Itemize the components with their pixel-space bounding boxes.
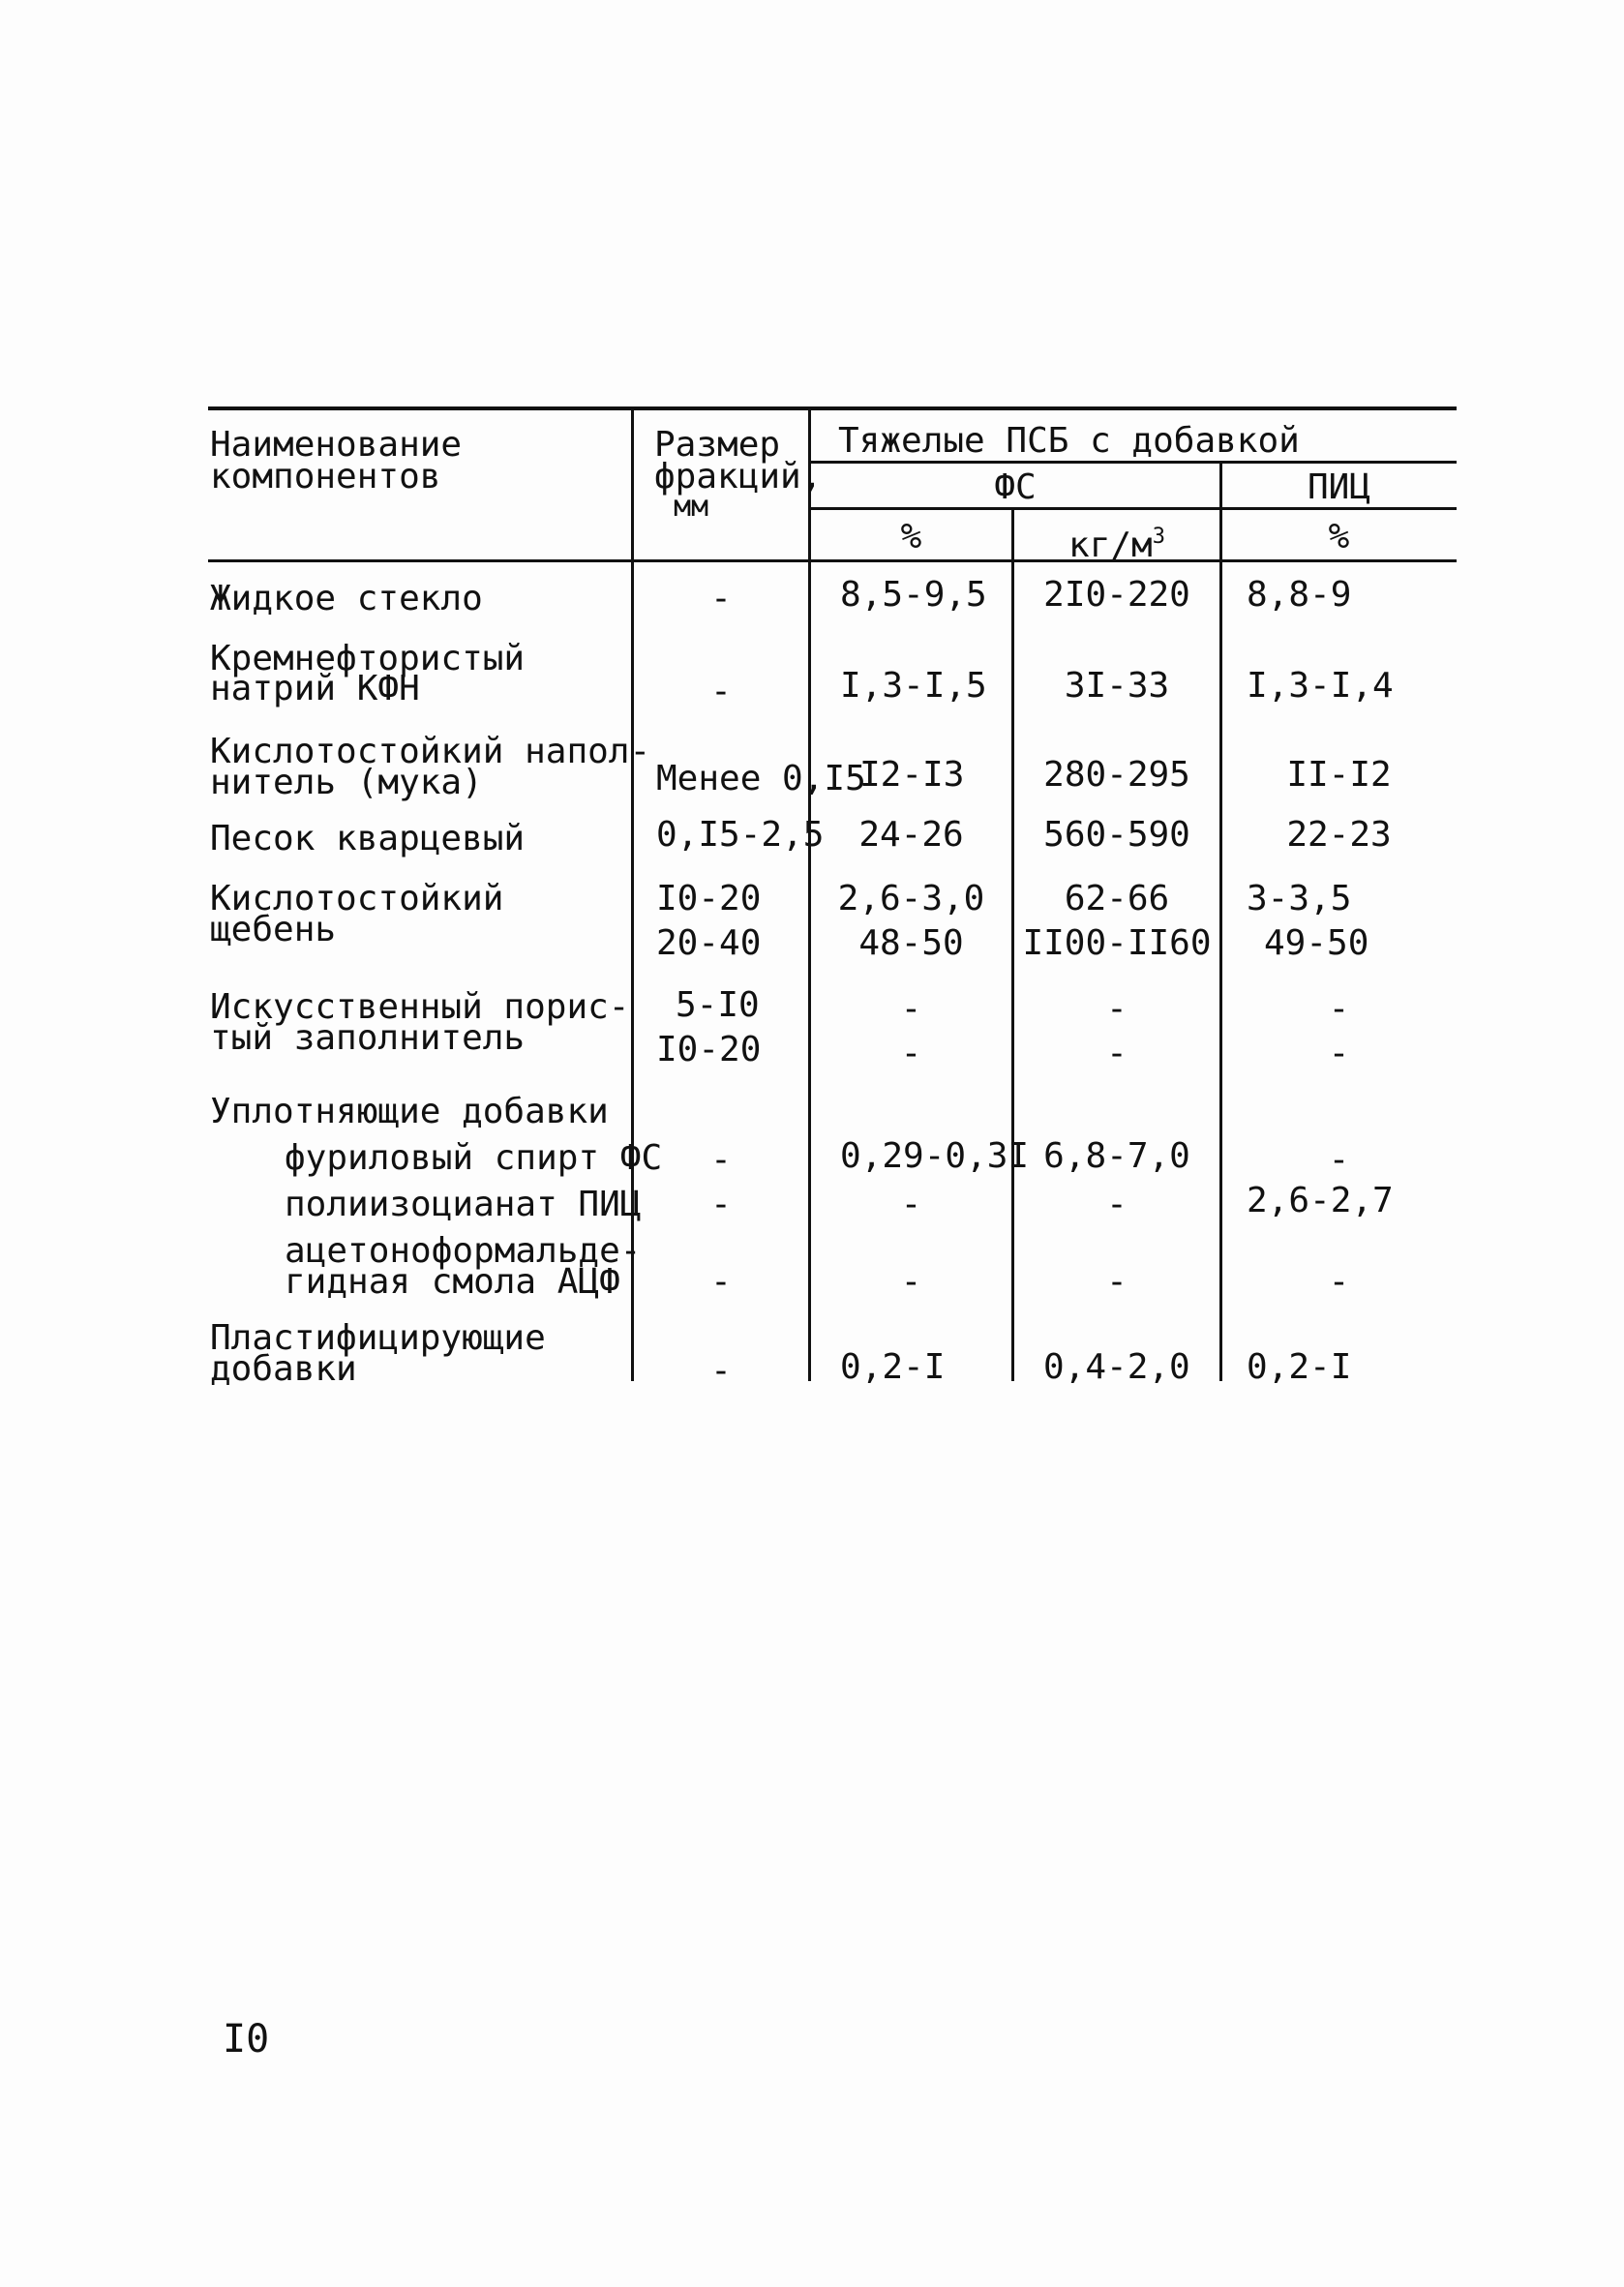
row-name-line2: нитель (мука): [210, 763, 483, 802]
row-fs-pct: 0,29-0,3I: [840, 1136, 1030, 1176]
row-fs-kg: 0,4-2,0: [1043, 1347, 1190, 1387]
row-pic: I,3-I,4: [1247, 666, 1394, 706]
row-name-line1: Кислотостойкий напол-: [210, 732, 651, 771]
row-size: -: [710, 579, 732, 618]
row-size-b: I0-20: [656, 1030, 762, 1069]
row-name: Песок кварцевый: [210, 819, 526, 858]
header-bottom-rule: [208, 559, 1457, 562]
header-fs-unit-sup: 3: [1152, 525, 1165, 549]
row-fs-kg: 3I-33: [1064, 666, 1170, 706]
header-size-line3: мм: [674, 490, 709, 524]
subgroup-rule: [811, 507, 1457, 510]
row-name-line1: Искусственный порис-: [210, 987, 630, 1027]
header-pic-pct: %: [1328, 517, 1350, 557]
row-sub-name-line2: гидная смола АЦФ: [285, 1262, 620, 1302]
row-size: 0,I5-2,5: [656, 815, 825, 855]
row-fs-pct: I2-I3: [859, 755, 965, 795]
row-fs-pct-b: -: [900, 1034, 922, 1073]
header-fs: ФС: [994, 467, 1037, 507]
row-pic: -: [1328, 1140, 1350, 1180]
row-fs-pct: I,3-I,5: [840, 666, 987, 706]
row-size-a: I0-20: [656, 879, 762, 918]
row-pic-a: -: [1328, 989, 1350, 1029]
row-pic: II-I2: [1286, 755, 1392, 795]
row-fs-kg: 560-590: [1043, 815, 1190, 855]
col-rule-4: [1219, 463, 1222, 1381]
row-name: Жидкое стекло: [210, 579, 483, 618]
row-fs-pct-a: 2,6-3,0: [837, 879, 985, 918]
row-pic-a: 3-3,5: [1247, 879, 1352, 918]
table-top-rule: [208, 406, 1457, 410]
row-fs-pct: 8,5-9,5: [840, 575, 987, 615]
row-pic: 8,8-9: [1247, 575, 1352, 615]
row-fs-pct: 24-26: [858, 815, 964, 855]
page-number: I0: [223, 2017, 270, 2061]
row-pic: 22-23: [1286, 815, 1392, 855]
header-pic: ПИЦ: [1307, 467, 1371, 507]
row-name-line2: добавки: [210, 1349, 357, 1389]
row-name-line2: натрий КФН: [210, 669, 420, 708]
row-group-name: Уплотняющие добавки: [210, 1092, 609, 1131]
row-sub-name: фуриловый спирт ФС: [285, 1138, 663, 1178]
header-size-line1: Размер: [654, 425, 781, 465]
row-fs-kg: 6,8-7,0: [1043, 1136, 1190, 1176]
row-fs-pct-a: -: [900, 989, 922, 1029]
row-name-line1: Кислотостойкий: [210, 879, 504, 918]
header-size-line2: фракций,: [654, 457, 823, 497]
header-fs-unit-text: кг/м: [1068, 526, 1153, 565]
header-name-line1: Наименование: [210, 425, 463, 465]
row-pic: 0,2-I: [1247, 1347, 1352, 1387]
row-fs-kg: -: [1106, 1185, 1128, 1224]
row-name-line1: Пластифицирующие: [210, 1318, 546, 1358]
row-fs-kg: 2I0-220: [1043, 575, 1190, 615]
row-sub-name-line1: ацетоноформальде-: [285, 1231, 642, 1271]
row-name-line2: щебень: [210, 910, 337, 949]
header-group-title: Тяжелые ПСБ с добавкой: [838, 421, 1300, 461]
header-fs-pct: %: [900, 517, 922, 557]
row-fs-kg-b: -: [1106, 1034, 1128, 1073]
row-fs-kg-b: II00-II60: [1022, 923, 1212, 963]
row-pic: 2,6-2,7: [1247, 1181, 1394, 1220]
row-size-a: 5-I0: [676, 985, 760, 1025]
row-size: -: [710, 1351, 732, 1391]
row-sub-name: полиизоцианат ПИЦ: [285, 1185, 642, 1224]
row-fs-kg-a: -: [1106, 989, 1128, 1029]
row-size: -: [710, 1185, 732, 1224]
row-size: -: [710, 672, 732, 711]
row-fs-pct: -: [900, 1262, 922, 1302]
row-fs-kg-a: 62-66: [1064, 879, 1170, 918]
row-pic: -: [1328, 1262, 1350, 1302]
row-fs-pct-b: 48-50: [858, 923, 964, 963]
header-name-line2: компонентов: [210, 457, 441, 497]
row-size: -: [710, 1140, 732, 1180]
row-fs-pct: 0,2-I: [840, 1347, 946, 1387]
row-size-b: 20-40: [656, 923, 762, 963]
row-size: Менее 0,I5: [656, 759, 866, 798]
row-fs-kg: -: [1106, 1262, 1128, 1302]
row-size: -: [710, 1262, 732, 1302]
row-pic-b: -: [1328, 1034, 1350, 1073]
row-fs-kg: 280-295: [1043, 755, 1190, 795]
group-rule: [811, 461, 1457, 464]
row-name-line2: тый заполнитель: [210, 1018, 526, 1058]
row-pic-b: 49-50: [1264, 923, 1369, 963]
header-fs-unit: [1014, 519, 1219, 564]
row-name-line1: Кремнефтористый: [210, 639, 526, 678]
row-fs-pct: -: [900, 1185, 922, 1224]
